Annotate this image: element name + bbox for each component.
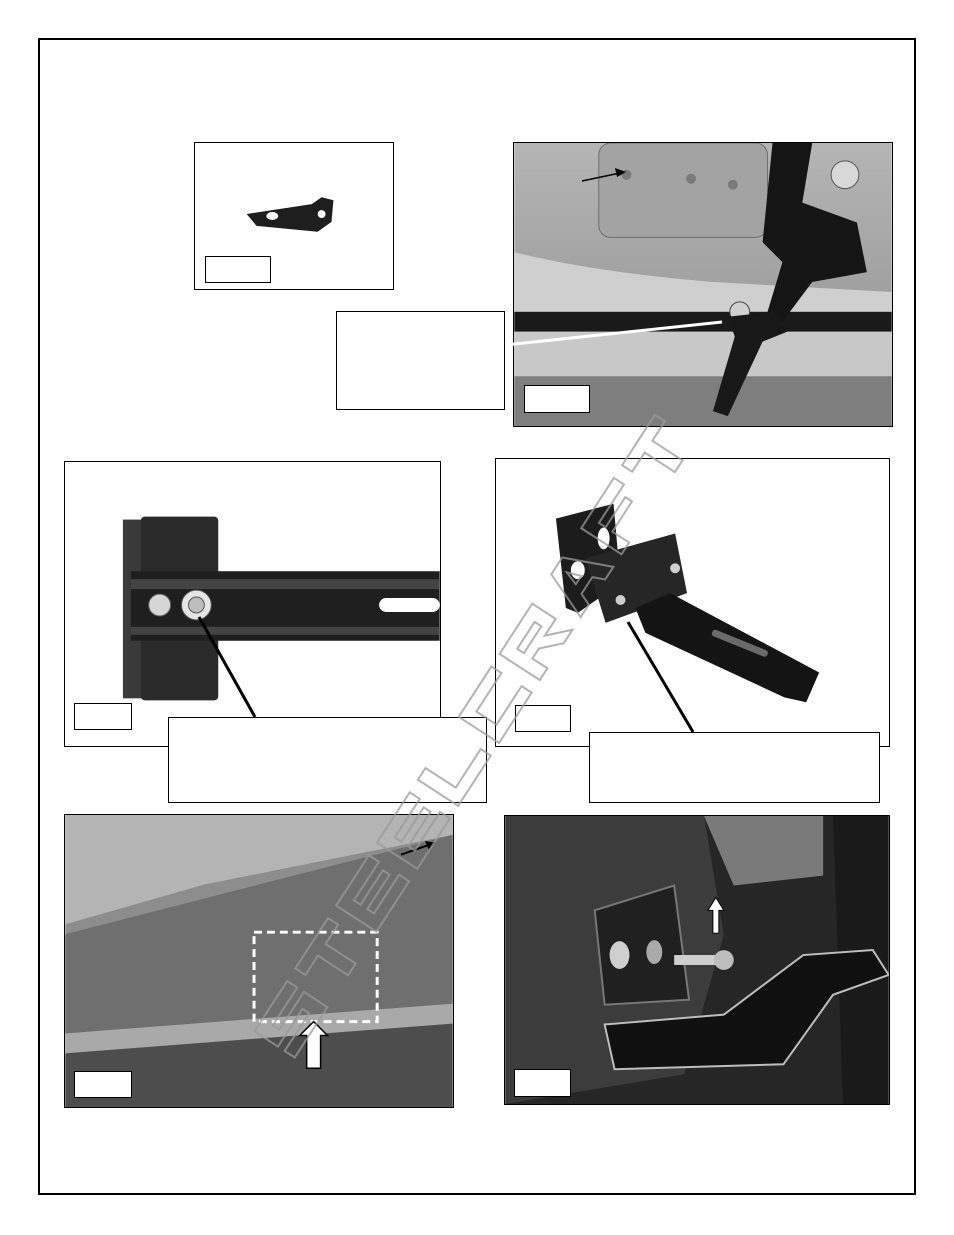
install-image: [514, 143, 892, 426]
photo-bracket-assembly: [64, 461, 441, 747]
photo-bracket-arm: [495, 458, 890, 747]
arm-image: [496, 459, 889, 746]
callout-box: [168, 717, 487, 803]
photo-small-bracket: [194, 142, 394, 290]
callout-box: [589, 732, 880, 803]
figure-label: [74, 703, 132, 730]
figure-label: [74, 1071, 132, 1098]
frame-image: [65, 815, 453, 1107]
figure-label: [205, 256, 271, 283]
figure-label: [514, 1069, 571, 1097]
photo-bracket-install: [513, 142, 893, 427]
photo-frame-rail: [64, 814, 454, 1108]
callout-box: [336, 311, 505, 410]
installed-image: [505, 816, 889, 1104]
figure-label: [515, 705, 571, 732]
photo-installed-bracket: [504, 815, 890, 1105]
figure-label: [524, 385, 590, 413]
